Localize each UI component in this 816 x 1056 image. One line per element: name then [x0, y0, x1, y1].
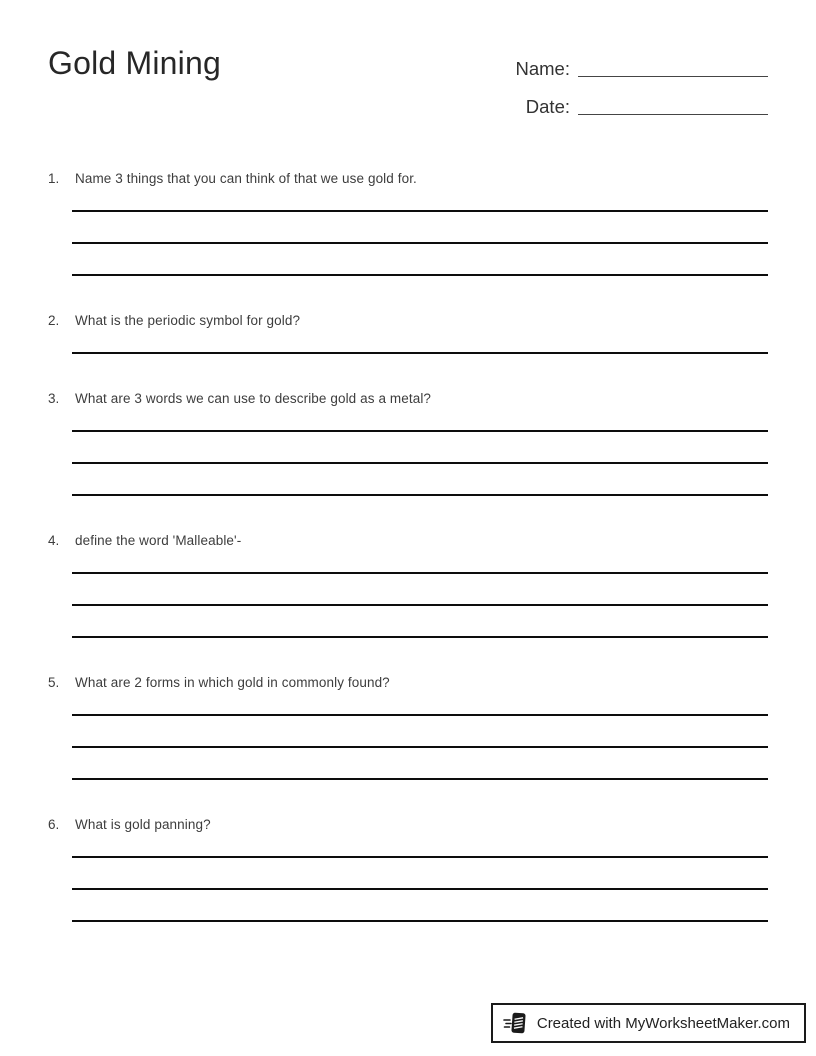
answer-lines — [72, 210, 768, 276]
question-text: define the word 'Malleable'- — [75, 533, 242, 548]
question-text: What are 2 forms in which gold in commonly found? — [75, 675, 390, 690]
question-row — [48, 170, 768, 188]
student-fields — [516, 44, 769, 120]
answer-line — [72, 746, 768, 748]
answer-lines — [72, 572, 768, 638]
answer-line — [72, 430, 768, 432]
answer-lines — [72, 856, 768, 922]
answer-line — [72, 572, 768, 574]
answer-lines — [72, 352, 768, 354]
answer-line — [72, 636, 768, 638]
worksheet-header — [48, 44, 768, 120]
answer-line — [72, 274, 768, 276]
myworksheetmaker-logo-icon — [503, 1010, 529, 1036]
question-list — [48, 170, 768, 922]
question-row — [48, 674, 768, 692]
question-4 — [48, 532, 768, 638]
answer-line — [72, 888, 768, 890]
answer-line — [72, 778, 768, 780]
answer-line — [72, 920, 768, 922]
answer-line — [72, 604, 768, 606]
attribution-text: Created with MyWorksheetMaker.com — [536, 1014, 790, 1032]
question-text: What are 3 words we can use to describe gold as a metal? — [75, 391, 432, 406]
answer-line — [72, 462, 768, 464]
answer-line — [72, 242, 768, 244]
date-label: Date: — [525, 96, 570, 117]
answer-line — [72, 856, 768, 858]
date-field-row — [516, 82, 769, 120]
name-field-row — [516, 44, 769, 82]
answer-line — [72, 352, 768, 354]
question-1 — [48, 170, 768, 276]
question-row — [48, 532, 768, 550]
answer-line — [72, 210, 768, 212]
question-row — [48, 390, 768, 408]
question-number: 5. — [48, 675, 60, 690]
question-number: 1. — [48, 171, 60, 186]
name-label: Name: — [515, 58, 570, 79]
answer-lines — [72, 714, 768, 780]
question-2 — [48, 312, 768, 354]
question-text: What is gold panning? — [75, 817, 211, 832]
question-3 — [48, 390, 768, 496]
answer-lines — [72, 430, 768, 496]
answer-line — [72, 714, 768, 716]
page-title: Gold Mining — [48, 45, 221, 81]
question-number: 3. — [48, 391, 60, 406]
question-number: 6. — [48, 817, 60, 832]
question-number: 4. — [48, 533, 60, 548]
question-row — [48, 312, 768, 330]
question-row — [48, 816, 768, 834]
question-number: 2. — [48, 313, 60, 328]
answer-line — [72, 494, 768, 496]
date-blank-line — [578, 114, 768, 115]
question-text: What is the periodic symbol for gold? — [75, 313, 301, 328]
question-text: Name 3 things that you can think of that we use gold for. — [75, 171, 417, 186]
attribution-badge — [491, 1003, 806, 1043]
question-6 — [48, 816, 768, 922]
question-5 — [48, 674, 768, 780]
name-blank-line — [578, 76, 768, 77]
